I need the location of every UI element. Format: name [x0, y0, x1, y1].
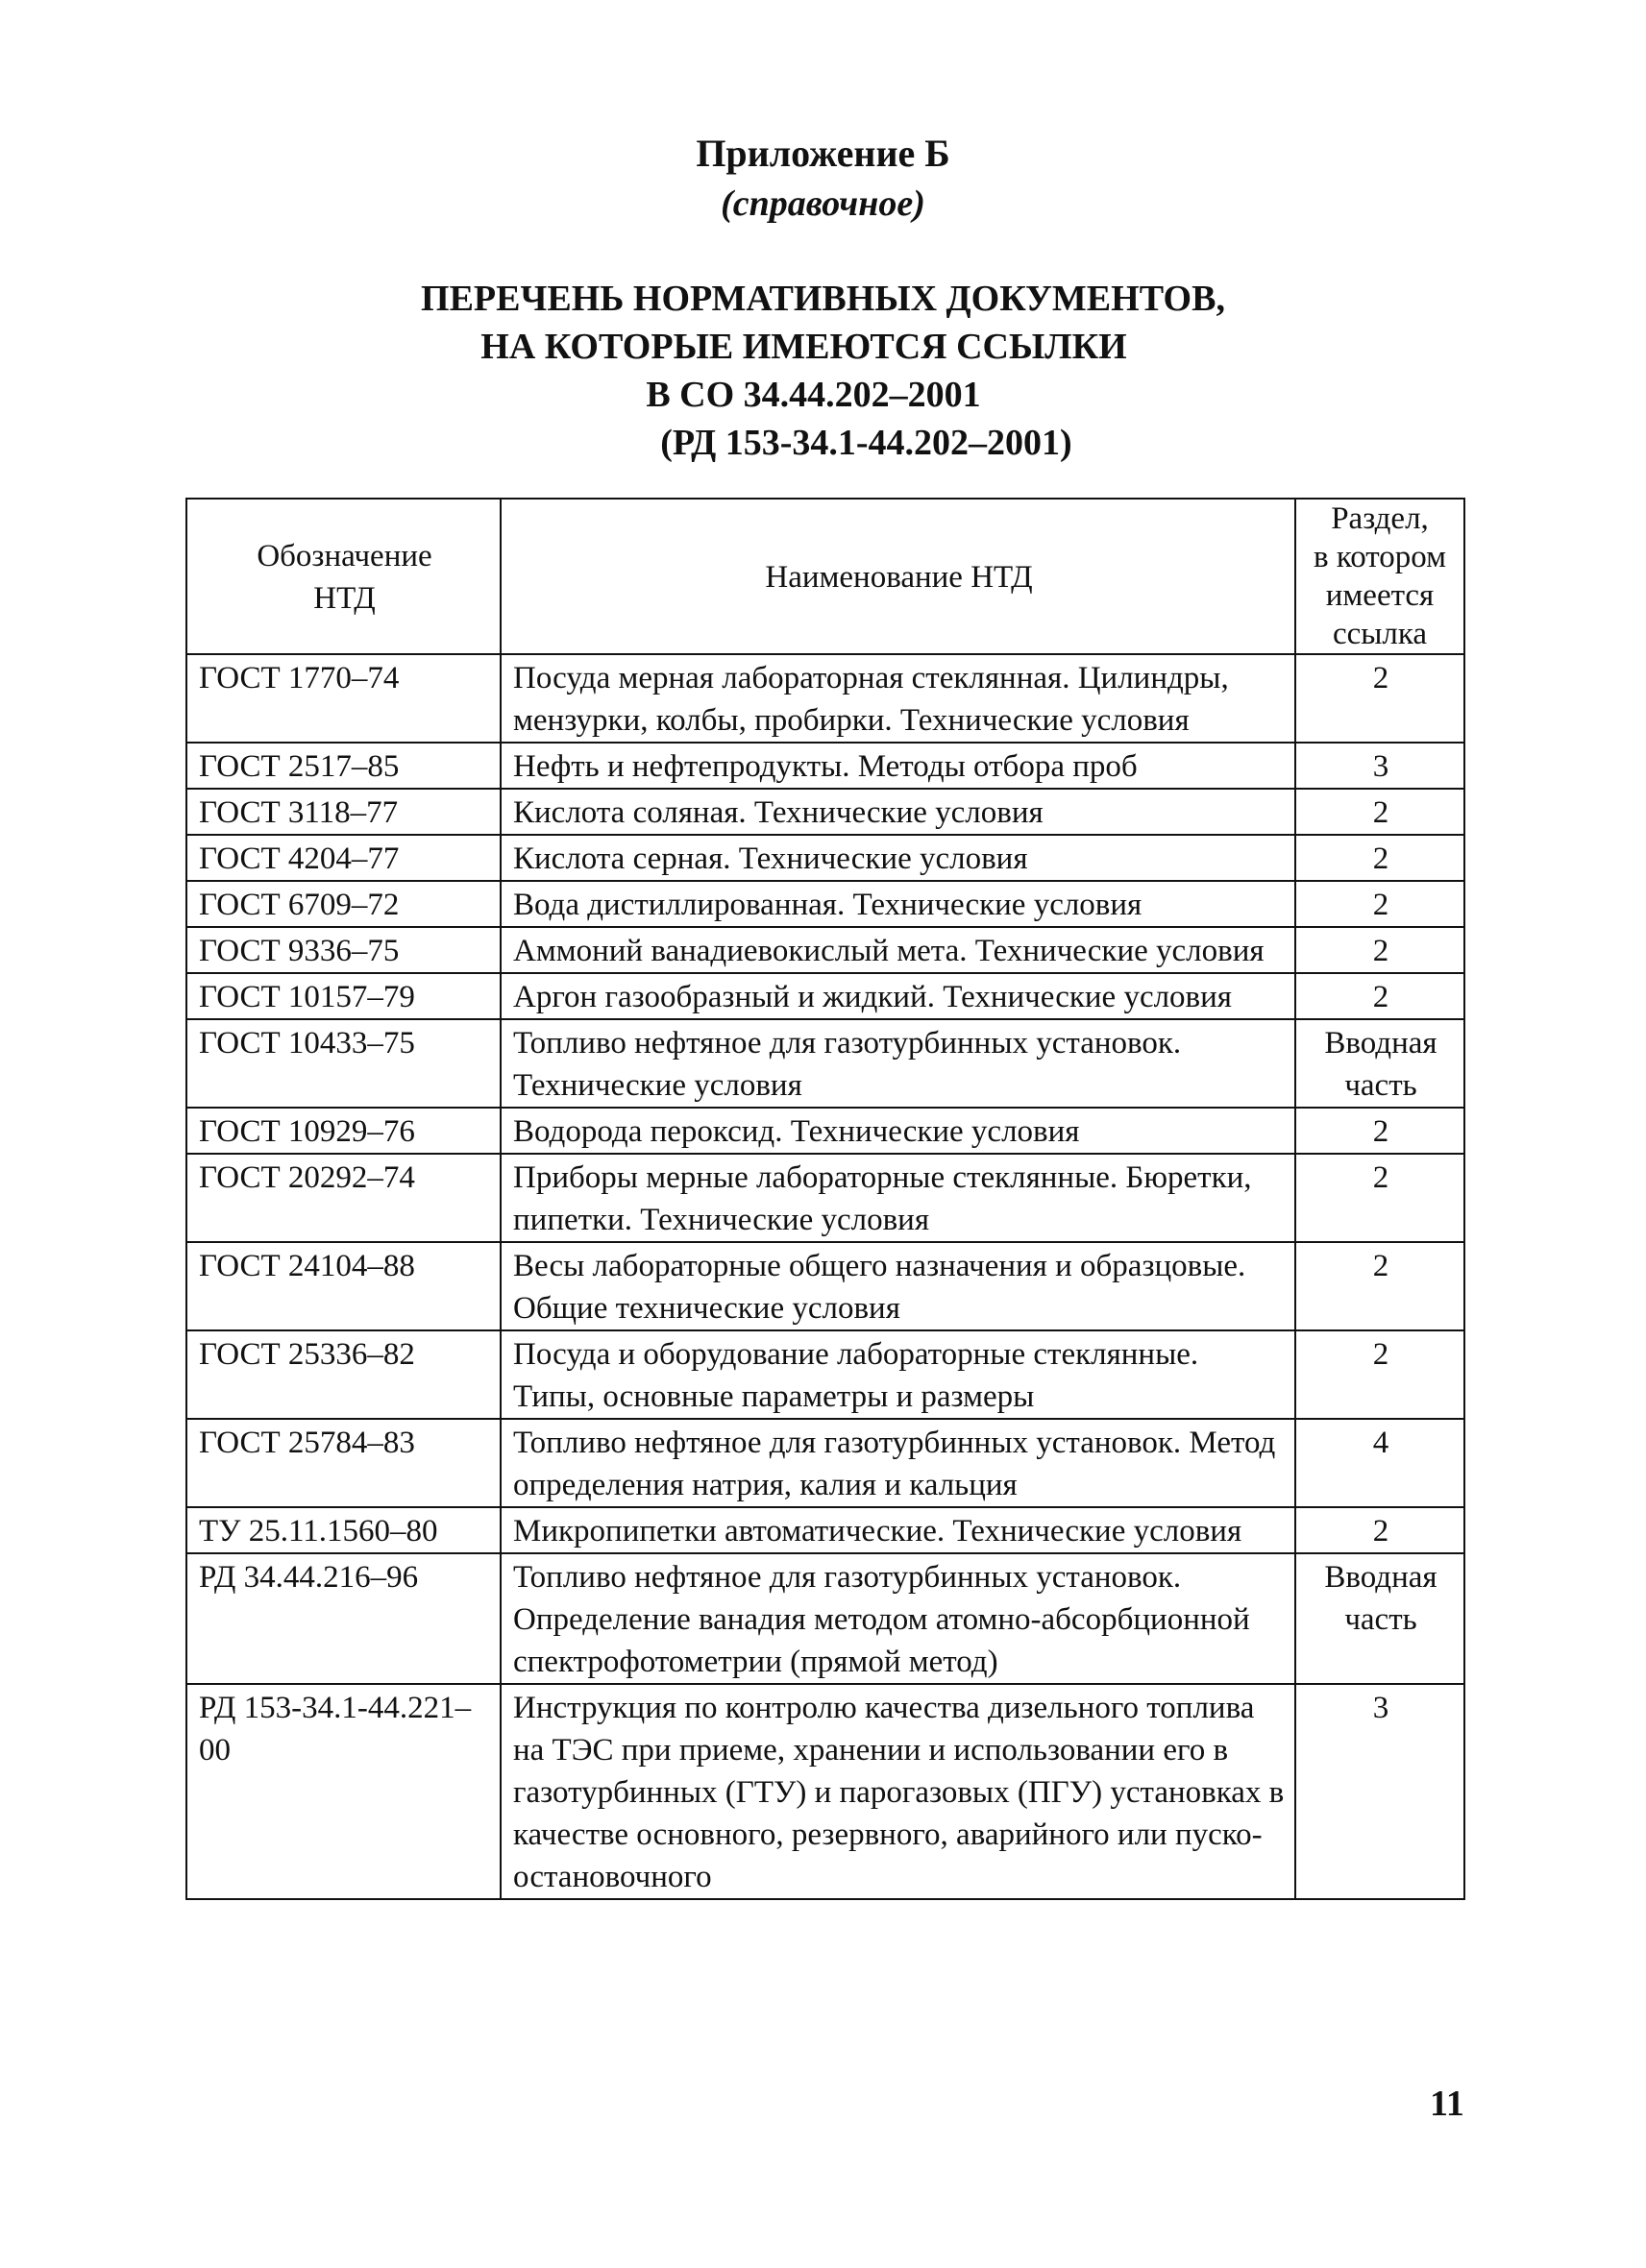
name-cell: Инструкция по контролю качества дизельного топлива на ТЭС при приеме, хранении и использовании его в газотурбинных (ГТУ) и парогазовых (ПГУ) установках в качестве основного, резервного, аварийного или пуско-остановочного	[501, 1684, 1295, 1899]
table-row	[186, 881, 1464, 927]
table-row	[186, 1242, 1464, 1330]
appendix-title: Приложение Б	[696, 132, 950, 175]
section-cell: 2	[1295, 1330, 1464, 1419]
name-cell: Вода дистиллированная. Технические условия	[501, 881, 1295, 927]
section-cell: 2	[1295, 973, 1464, 1019]
table-row	[186, 1419, 1464, 1507]
page-number: 11	[1430, 2084, 1464, 2124]
designation-cell: ГОСТ 24104–88	[186, 1242, 501, 1330]
designation-cell: ГОСТ 6709–72	[186, 881, 501, 927]
designation-cell: ГОСТ 10157–79	[186, 973, 501, 1019]
table-row	[186, 1684, 1464, 1899]
table-row	[186, 1108, 1464, 1154]
appendix-subtitle: (справочное)	[721, 183, 925, 224]
document-title-line: НА КОТОРЫЕ ИМЕЮТСЯ ССЫЛКИ	[480, 327, 1127, 367]
designation-cell: ГОСТ 20292–74	[186, 1154, 501, 1242]
table-row	[186, 1154, 1464, 1242]
section-cell: 2	[1295, 1108, 1464, 1154]
section-cell: 2	[1295, 654, 1464, 743]
designation-cell: ГОСТ 3118–77	[186, 789, 501, 835]
table-body	[186, 654, 1464, 1899]
section-cell: 2	[1295, 1154, 1464, 1242]
header-designation-line: НТД	[313, 581, 376, 616]
section-cell: 4	[1295, 1419, 1464, 1507]
header-designation	[186, 499, 501, 654]
table-row	[186, 1553, 1464, 1684]
header-designation-line: Обозначение	[257, 539, 432, 573]
name-cell: Аммоний ванадиевокислый мета. Технические условия	[501, 927, 1295, 973]
name-cell: Водорода пероксид. Технические условия	[501, 1108, 1295, 1154]
name-cell: Микропипетки автоматические. Технические условия	[501, 1507, 1295, 1553]
table-row	[186, 927, 1464, 973]
header-section-line: имеется	[1325, 578, 1435, 613]
document-title	[0, 275, 1646, 467]
designation-cell: РД 34.44.216–96	[186, 1553, 501, 1684]
designation-cell: ГОСТ 4204–77	[186, 835, 501, 881]
section-cell: 3	[1295, 743, 1464, 789]
designation-cell: ГОСТ 25336–82	[186, 1330, 501, 1419]
designation-cell: ТУ 25.11.1560–80	[186, 1507, 501, 1553]
name-cell: Топливо нефтяное для газотурбинных установок. Технические условия	[501, 1019, 1295, 1108]
section-cell: 2	[1295, 881, 1464, 927]
references-table	[185, 498, 1465, 1900]
document-title-line: В СО 34.44.202–2001	[646, 375, 981, 415]
header-section	[1295, 499, 1464, 654]
designation-cell: ГОСТ 9336–75	[186, 927, 501, 973]
section-cell: 2	[1295, 789, 1464, 835]
designation-cell: ГОСТ 10433–75	[186, 1019, 501, 1108]
section-cell: 3	[1295, 1684, 1464, 1899]
table-row	[186, 1507, 1464, 1553]
designation-cell: ГОСТ 1770–74	[186, 654, 501, 743]
name-cell: Весы лабораторные общего назначения и образцовые. Общие технические условия	[501, 1242, 1295, 1330]
header-section-line: ссылка	[1332, 617, 1428, 651]
name-cell: Приборы мерные лабораторные стеклянные. Бюретки, пипетки. Технические условия	[501, 1154, 1295, 1242]
name-cell: Посуда и оборудование лабораторные стеклянные. Типы, основные параметры и размеры	[501, 1330, 1295, 1419]
table-row	[186, 789, 1464, 835]
name-cell: Нефть и нефтепродукты. Методы отбора проб	[501, 743, 1295, 789]
document-title-line: (РД 153-34.1-44.202–2001)	[660, 423, 1072, 463]
name-cell: Аргон газообразный и жидкий. Технические условия	[501, 973, 1295, 1019]
section-cell: 2	[1295, 1507, 1464, 1553]
table-row	[186, 743, 1464, 789]
table-header-row	[186, 499, 1464, 654]
table-row	[186, 1330, 1464, 1419]
header-section-line: Раздел,	[1331, 501, 1429, 536]
name-cell: Кислота серная. Технические условия	[501, 835, 1295, 881]
designation-cell: ГОСТ 10929–76	[186, 1108, 501, 1154]
section-cell: 2	[1295, 1242, 1464, 1330]
name-cell: Посуда мерная лабораторная стеклянная. Цилиндры, мензурки, колбы, пробирки. Технические условия	[501, 654, 1295, 743]
table-row	[186, 973, 1464, 1019]
section-cell: Вводная часть	[1295, 1019, 1464, 1108]
header-section-line: в котором	[1314, 540, 1446, 574]
table-row	[186, 654, 1464, 743]
name-cell: Топливо нефтяное для газотурбинных установок. Определение ванадия методом атомно-абсорбционной спектрофотометрии (прямой метод)	[501, 1553, 1295, 1684]
section-cell: 2	[1295, 927, 1464, 973]
designation-cell: ГОСТ 2517–85	[186, 743, 501, 789]
section-cell: Вводная часть	[1295, 1553, 1464, 1684]
table-row	[186, 835, 1464, 881]
section-cell: 2	[1295, 835, 1464, 881]
header-name: Наименование НТД	[501, 499, 1295, 654]
table-row	[186, 1019, 1464, 1108]
name-cell: Кислота соляная. Технические условия	[501, 789, 1295, 835]
designation-cell: ГОСТ 25784–83	[186, 1419, 501, 1507]
name-cell: Топливо нефтяное для газотурбинных установок. Метод определения натрия, калия и кальция	[501, 1419, 1295, 1507]
designation-cell: РД 153-34.1-44.221–00	[186, 1684, 501, 1899]
document-title-line: ПЕРЕЧЕНЬ НОРМАТИВНЫХ ДОКУМЕНТОВ,	[421, 279, 1225, 319]
